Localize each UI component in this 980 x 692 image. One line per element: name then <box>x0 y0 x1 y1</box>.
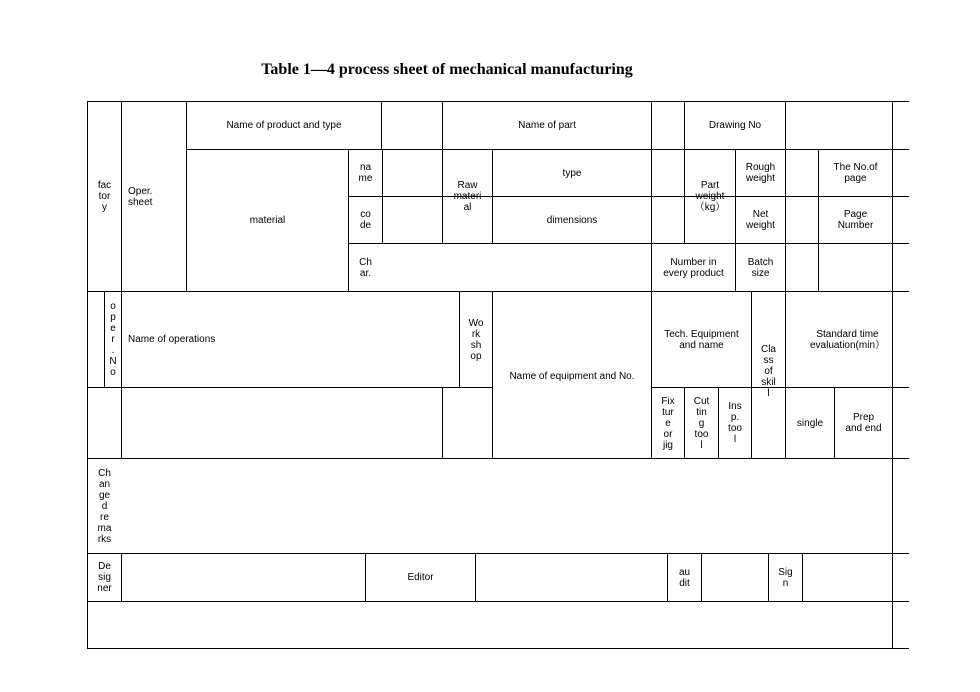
name-of-operations-label: Name of operations <box>128 334 216 345</box>
fixture-label: Fix tur e or jig <box>661 395 675 451</box>
table-rule <box>701 553 702 601</box>
char-label: Ch ar. <box>359 256 372 279</box>
single-label: single <box>796 417 824 429</box>
sign-label: Sig n <box>778 566 793 589</box>
table-rule <box>651 101 652 243</box>
table-rule <box>382 149 383 243</box>
number-in-product-label: Number in every product <box>663 256 724 279</box>
page-title: Table 1—4 process sheet of mechanical manufacturing <box>261 61 633 78</box>
tech-equipment-label: Tech. Equipment and name <box>664 328 739 351</box>
page-number-label: Page Number <box>837 209 874 231</box>
raw-material-label: Raw materi al <box>453 180 482 213</box>
class-of-skill-label: Cla ss of skil l <box>760 344 776 399</box>
factory-label: fac tor y <box>97 180 112 213</box>
part-name-label: Name of part <box>518 120 576 131</box>
table-rule <box>121 291 122 458</box>
code-label: co de <box>359 209 372 231</box>
table-rule <box>87 601 909 602</box>
standard-time-label: Standard time evaluation(min） <box>809 328 886 351</box>
table-rule <box>381 101 382 149</box>
batch-size-label: Batch size <box>747 256 774 279</box>
prep-and-end-label: Prep and end <box>845 412 882 434</box>
net-weight-label: Net weight <box>746 209 775 231</box>
oper-no-label: o p e r . N o <box>109 301 117 378</box>
table-rule <box>87 458 909 459</box>
table-rule <box>121 101 122 291</box>
audit-label: au dit <box>678 566 691 589</box>
name-label: na me <box>358 162 373 184</box>
table-rule <box>348 243 909 244</box>
equipment-name-label: Name of equipment and No. <box>509 371 635 382</box>
part-weight-label: Part weight （kg） <box>694 180 726 213</box>
page-no-label: The No.of page <box>833 162 878 184</box>
editor-label: Editor <box>407 572 434 583</box>
oper-sheet-label: Oper. sheet <box>128 185 153 208</box>
table-rule <box>442 387 443 458</box>
workshop-label: Wo rk sh op <box>468 317 484 362</box>
drawing-no-label: Drawing No <box>708 120 762 131</box>
table-rule <box>802 553 803 601</box>
table-rule <box>785 101 786 149</box>
insp-tool-label: Ins p. too l <box>728 401 742 445</box>
table-rule <box>87 387 493 388</box>
dimensions-label: dimensions <box>546 214 598 226</box>
material-label: material <box>249 215 286 226</box>
table-rule <box>87 648 909 649</box>
product-name-type-label: Name of product and type <box>226 120 342 131</box>
table-rule <box>475 553 476 601</box>
designer-label: De sig ner <box>97 561 112 594</box>
table-rule <box>785 149 786 291</box>
changed-remarks-label: Ch an ge d re ma rks <box>97 467 112 545</box>
cutting-tool-label: Cut tin g too l <box>693 395 710 451</box>
table-rule <box>121 553 122 601</box>
type-label: type <box>562 167 582 179</box>
rough-weight-label: Rough weight <box>745 162 776 184</box>
